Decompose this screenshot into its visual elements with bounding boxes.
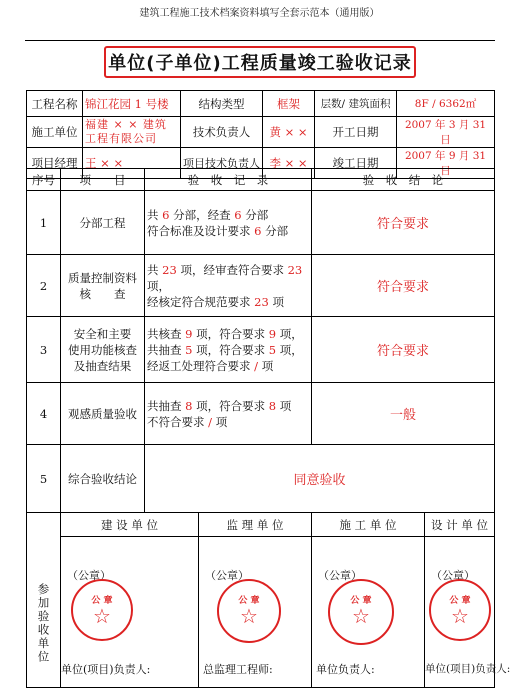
signer-label: 总监理工程师:: [203, 663, 273, 676]
signer-label: 单位(项目)负责人:: [425, 663, 511, 675]
unit-header-design: 设 计 单 位: [425, 513, 495, 537]
start-date-value: 2007 年 3 月 31 日: [397, 117, 495, 148]
proj-tech-label: 项目技术负责人: [181, 148, 263, 179]
table-row: [27, 445, 495, 513]
start-date-label: 开工日期: [315, 117, 397, 148]
col-conclusion-header: 验 收 结 论: [312, 169, 495, 191]
seal-stamp: 公 章 ☆: [328, 579, 394, 645]
row-item: 综合验收结论: [61, 445, 145, 513]
row-no: 2: [27, 255, 61, 317]
unit-header-construction: 建 设 单 位: [61, 513, 199, 537]
row-no: 4: [27, 383, 61, 445]
row-conclusion: 符合要求: [312, 255, 495, 317]
col-item-header: 项 目: [61, 169, 145, 191]
end-date-label: 竣工日期: [315, 148, 397, 179]
row-no: 3: [27, 317, 61, 383]
row-record: 共抽查 8 项，符合要求 8 项 不符合要求 / 项: [145, 383, 312, 445]
info-table: [26, 90, 495, 179]
unit-header-contractor: 施 工 单 位: [312, 513, 425, 537]
col-no-header: 序号: [27, 169, 61, 191]
row-item: 观感质量验收: [61, 383, 145, 445]
row-item: 质量控制资料 核 查: [61, 255, 145, 317]
row-record: 共 23 项，经审查符合要求 23 项， 经核定符合规范要求 23 项: [145, 255, 312, 317]
row-conclusion: 符合要求: [312, 191, 495, 255]
participants-side-label: 参加验收单位: [27, 513, 61, 688]
row-record: 共核查 9 项，符合要求 9 项， 共抽查 5 项，符合要求 5 项， 经返工处理符合要求 / 项: [145, 317, 312, 383]
row-conclusion: 一般: [312, 383, 495, 445]
contractor-value: 福建 × × 建筑工程有限公司: [83, 117, 181, 148]
seal-label: （公章）: [205, 569, 249, 582]
contractor-label: 施工单位: [27, 117, 83, 148]
header-rule: [25, 40, 495, 41]
table-row: [27, 317, 495, 383]
seal-stamp: 公 章 ☆: [71, 579, 133, 641]
row-conclusion: 符合要求: [312, 317, 495, 383]
structure-value: 框架: [263, 91, 315, 117]
proj-tech-value: 李 × ×: [263, 148, 315, 179]
project-name-label: 工程名称: [27, 91, 83, 117]
unit-cell-contractor: [312, 537, 425, 688]
signer-label: 单位负责人:: [316, 663, 375, 676]
seal-label: （公章）: [431, 569, 475, 582]
tech-lead-label: 技术负责人: [181, 117, 263, 148]
seal-label: （公章）: [67, 569, 111, 582]
row-conclusion: 同意验收: [145, 445, 495, 513]
page-title: 单位(子单位)工程质量竣工验收记录: [104, 46, 416, 78]
seal-stamp: 公 章 ☆: [217, 579, 281, 643]
project-name-value: 锦江花园 1 号楼: [83, 91, 181, 117]
row-item: 分部工程: [61, 191, 145, 255]
table-row: [27, 191, 495, 255]
row-no: 1: [27, 191, 61, 255]
seal-stamp: 公 章 ☆: [429, 579, 491, 641]
row-item: 安全和主要 使用功能核查 及抽查结果: [61, 317, 145, 383]
end-date-value: 2007 年 9 月 31 日: [397, 148, 495, 179]
signer-label: 单位(项目)负责人:: [61, 663, 151, 676]
table-row: [27, 255, 495, 317]
unit-header-supervision: 监 理 单 位: [199, 513, 312, 537]
row-no: 5: [27, 445, 61, 513]
row-record: 共 6 分部，经查 6 分部 符合标准及设计要求 6 分部: [145, 191, 312, 255]
unit-cell-design: [425, 537, 511, 688]
unit-cell-supervision: [199, 537, 312, 688]
page-header: 建筑工程施工技术档案资料填写全套示范本（通用版）: [139, 8, 380, 19]
structure-label: 结构类型: [181, 91, 263, 117]
acceptance-table: [26, 168, 511, 688]
unit-cell-construction: [61, 537, 199, 688]
seal-label: （公章）: [318, 569, 362, 582]
floors-label: 层数/ 建筑面积: [315, 91, 397, 117]
tech-lead-value: 黄 × ×: [263, 117, 315, 148]
table-row: [27, 383, 495, 445]
pm-value: 王 × ×: [83, 148, 181, 179]
floors-value: 8F / 6362㎡: [397, 91, 495, 117]
pm-label: 项目经理: [27, 148, 83, 179]
col-record-header: 验 收 记 录: [145, 169, 312, 191]
